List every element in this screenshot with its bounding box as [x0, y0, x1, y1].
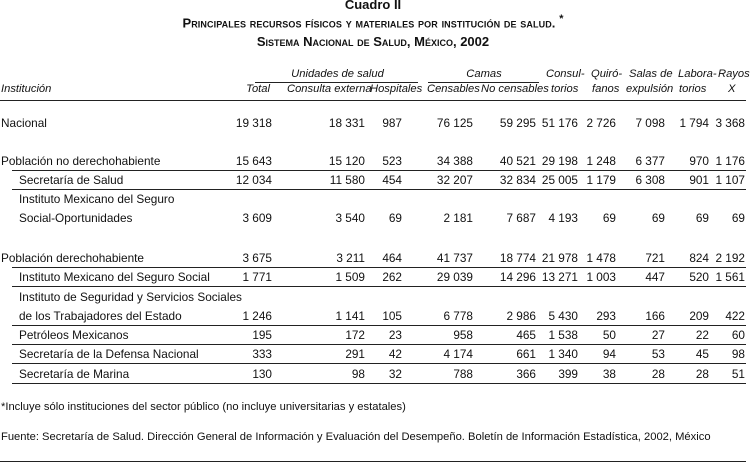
- table-cell: 27: [651, 328, 665, 342]
- table-cell: 523: [382, 154, 402, 168]
- table-cell: 987: [382, 116, 402, 130]
- table-cell: 22: [695, 328, 709, 342]
- header-quirofanos-2: fanos: [592, 83, 620, 95]
- table-cell: 5 430: [548, 309, 578, 323]
- table-cell: 29 039: [436, 270, 473, 284]
- table-cell: 2 986: [506, 309, 536, 323]
- row-label-continued: Social-Oportunidades: [19, 211, 133, 225]
- table-cell: 59 295: [499, 116, 536, 130]
- header-rule: [0, 100, 746, 101]
- table-cell: 15 120: [328, 154, 365, 168]
- table-cell: 6 308: [635, 173, 665, 187]
- table-cell: 901: [689, 173, 709, 187]
- bottom-rule: [0, 461, 746, 462]
- table-cell: 7 098: [635, 116, 665, 130]
- row-label: Nacional: [1, 116, 47, 130]
- row-label: Secretaría de Salud: [19, 173, 124, 187]
- table-cell: 970: [689, 154, 709, 168]
- table-cell: 293: [596, 309, 616, 323]
- row-label: Población derechohabiente: [1, 251, 144, 265]
- header-expulsion-2: expulsión: [626, 83, 674, 95]
- table-cell: 1 771: [242, 270, 272, 284]
- row-label: Instituto Mexicano del Seguro: [19, 192, 175, 206]
- footnote: *Incluye sólo instituciones del sector público (no incluye universitarias y estatales): [1, 401, 406, 413]
- table-cell: 1 141: [335, 309, 365, 323]
- table-cell: 2 181: [443, 211, 473, 225]
- header-quirofanos-1: Quiró-: [591, 68, 623, 80]
- table-cell: 661: [516, 347, 536, 361]
- source-note: Fuente: Secretaría de Salud. Dirección General de Información y Evaluación del Desempeño. Boletín de Información Estadística, 2002, México: [1, 431, 711, 443]
- table-cell: 447: [645, 270, 665, 284]
- table-cell: 32 207: [436, 173, 473, 187]
- table-cell: 2 726: [586, 116, 616, 130]
- row-rule: [12, 189, 746, 190]
- table-cell: 6 778: [443, 309, 473, 323]
- row-label-continued: de los Trabajadores del Estado: [19, 309, 182, 323]
- table-cell: 41 737: [436, 251, 473, 265]
- table-cell: 4 174: [443, 347, 473, 361]
- table-cell: 1 538: [548, 328, 578, 342]
- table-cell: 1 561: [715, 270, 745, 284]
- table-title-mark: *: [559, 13, 564, 25]
- row-label: Secretaría de Marina: [19, 367, 130, 381]
- table-cell: 1 003: [586, 270, 616, 284]
- table-cell: 465: [516, 328, 536, 342]
- table-cell: 1 248: [586, 154, 616, 168]
- table-cell: 958: [453, 328, 473, 342]
- header-consultorios-2: torios: [551, 83, 579, 95]
- header-laboratorios-2: torios: [679, 83, 707, 95]
- header-group-unidades: Unidades de salud: [291, 68, 384, 80]
- table-cell: 454: [382, 173, 402, 187]
- table-cell: 53: [651, 347, 665, 361]
- table-cell: 3 368: [715, 116, 745, 130]
- table-cell: 1 246: [242, 309, 272, 323]
- row-rule: [12, 267, 746, 268]
- table-cell: 520: [689, 270, 709, 284]
- table-cell: 1 176: [715, 154, 745, 168]
- table-cell: 1 509: [335, 270, 365, 284]
- table-cell: 18 774: [499, 251, 536, 265]
- header-laboratorios-1: Labora-: [678, 68, 717, 80]
- header-consulta: Consulta externa: [287, 83, 372, 95]
- table-cell: 2 192: [715, 251, 745, 265]
- table-cell: 21 978: [541, 251, 578, 265]
- table-cell: 105: [382, 309, 402, 323]
- header-hospitales: Hospitales: [370, 83, 423, 95]
- table-cell: 1 107: [715, 173, 745, 187]
- table-cell: 166: [645, 309, 665, 323]
- table-cell: 94: [602, 347, 616, 361]
- table-cell: 69: [388, 211, 402, 225]
- row-label: Petróleos Mexicanos: [19, 328, 129, 342]
- table-title: [0, 13, 746, 30]
- table-cell: 291: [345, 347, 365, 361]
- row-label: Instituto de Seguridad y Servicios Sociales: [19, 290, 242, 304]
- header-no-censables: No censables: [481, 83, 549, 95]
- table-cell: 15 643: [235, 154, 272, 168]
- table-cell: 12 034: [235, 173, 272, 187]
- table-cell: 51 176: [541, 116, 578, 130]
- table-cell: 130: [252, 367, 272, 381]
- header-expulsion-1: Salas de: [629, 68, 673, 80]
- table-cell: 18 331: [328, 116, 365, 130]
- table-cell: 38: [602, 367, 616, 381]
- table-cell: 333: [252, 347, 272, 361]
- table-cell: 13 271: [541, 270, 578, 284]
- table-cell: 98: [731, 347, 745, 361]
- row-rule: [12, 363, 746, 364]
- row-rule: [12, 325, 746, 326]
- table-cell: 1 179: [586, 173, 616, 187]
- table-cell: 422: [725, 309, 745, 323]
- table-cell: 3 675: [242, 251, 272, 265]
- table-cell: 34 388: [436, 154, 473, 168]
- table-cell: 209: [689, 309, 709, 323]
- header-institucion: Institución: [1, 83, 52, 95]
- table-cell: 29 198: [541, 154, 578, 168]
- row-rule: [12, 344, 746, 345]
- header-censables: Censables: [427, 83, 480, 95]
- table-cell: 464: [382, 251, 402, 265]
- table-cell: 69: [602, 211, 616, 225]
- table-cell: 25 005: [541, 173, 578, 187]
- table-cell: 1 340: [548, 347, 578, 361]
- table-cell: 32: [388, 367, 402, 381]
- table-title-text: Principales recursos físicos y materiales por institución de salud.: [182, 15, 556, 31]
- table-cell: 28: [651, 367, 665, 381]
- table-label: Cuadro II: [344, 0, 402, 12]
- table-cell: 3 211: [336, 251, 365, 265]
- table-cell: 69: [651, 211, 665, 225]
- table-cell: 98: [351, 367, 365, 381]
- table-cell: 32 834: [499, 173, 536, 187]
- row-label: Instituto Mexicano del Seguro Social: [19, 270, 210, 284]
- table-cell: 195: [252, 328, 272, 342]
- row-rule: [12, 286, 746, 287]
- table-cell: 262: [382, 270, 402, 284]
- table-cell: 51: [731, 367, 745, 381]
- table-cell: 4 193: [548, 211, 578, 225]
- table-cell: 14 296: [499, 270, 536, 284]
- header-rayos-1: Rayos: [718, 68, 750, 80]
- table-cell: 76 125: [436, 116, 473, 130]
- table-cell: 60: [731, 328, 745, 342]
- table-subtitle: Sistema Nacional de Salud, México, 2002: [256, 34, 490, 49]
- table-cell: 42: [388, 347, 402, 361]
- header-consultorios-1: Consul-: [546, 68, 585, 80]
- table-cell: 69: [731, 211, 745, 225]
- row-label: Población no derechohabiente: [1, 154, 161, 168]
- table-cell: 28: [695, 367, 709, 381]
- header-rayos-2: X: [728, 83, 736, 95]
- table-cell: 40 521: [499, 154, 536, 168]
- table-cell: 19 318: [235, 116, 272, 130]
- table-cell: 3 540: [335, 211, 365, 225]
- table-cell: 45: [695, 347, 709, 361]
- table-cell: 3 609: [242, 211, 272, 225]
- table-cell: 721: [645, 251, 665, 265]
- row-rule: [12, 170, 746, 171]
- table-cell: 1 478: [586, 251, 616, 265]
- header-total: Total: [246, 83, 270, 95]
- table-cell: 50: [602, 328, 616, 342]
- table-cell: 6 377: [635, 154, 665, 168]
- row-rule: [12, 383, 746, 384]
- table-cell: 1 794: [679, 116, 709, 130]
- table-cell: 399: [558, 367, 578, 381]
- header-group-camas: Camas: [466, 68, 502, 80]
- table-cell: 824: [689, 251, 709, 265]
- table-cell: 172: [345, 328, 365, 342]
- table-cell: 69: [695, 211, 709, 225]
- table-cell: 366: [516, 367, 536, 381]
- table-cell: 788: [453, 367, 473, 381]
- table-cell: 7 687: [506, 211, 536, 225]
- row-label: Secretaría de la Defensa Nacional: [19, 347, 199, 361]
- table-cell: 11 580: [329, 173, 365, 187]
- table-cell: 23: [388, 328, 402, 342]
